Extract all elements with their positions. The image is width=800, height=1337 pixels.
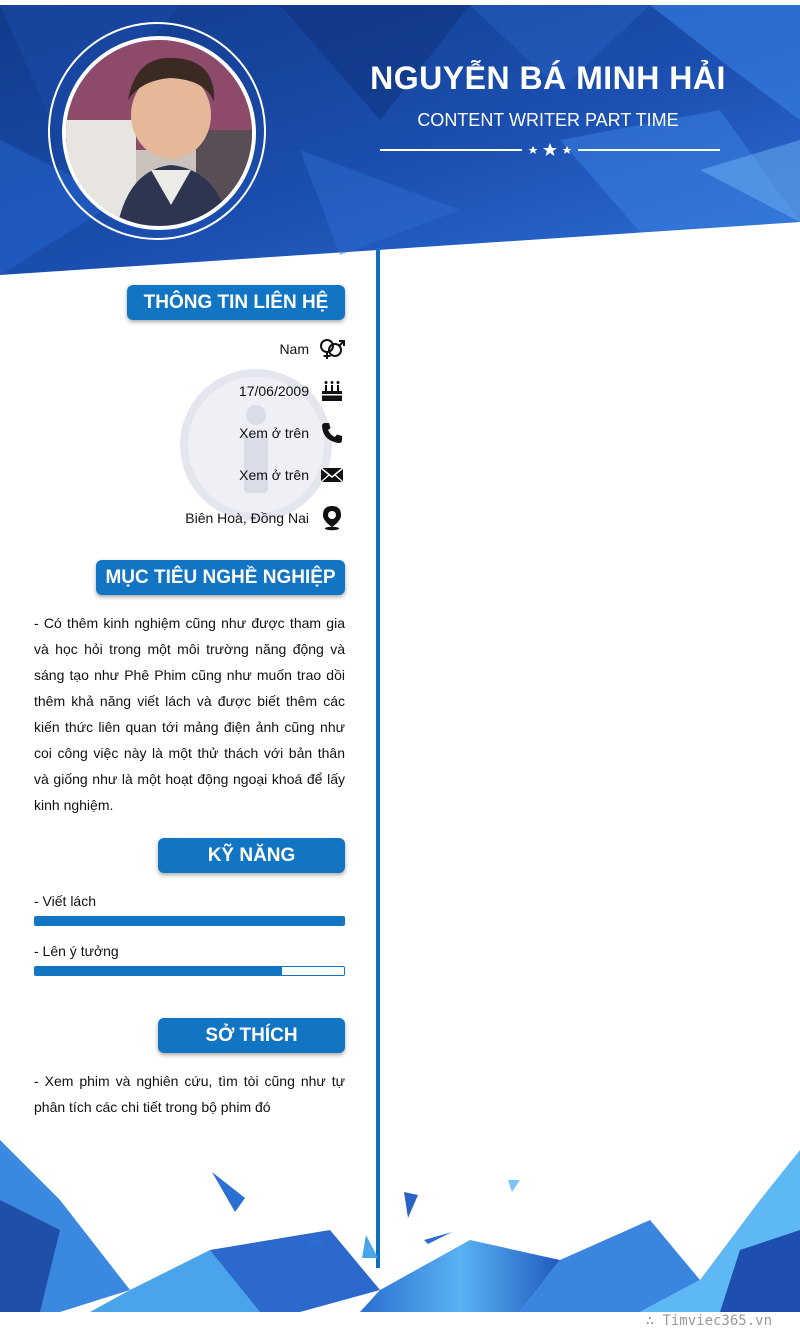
skill-fill-ideas	[35, 967, 282, 975]
site-watermark: ∴ Timviec365.vn	[645, 1313, 772, 1329]
candidate-name: NGUYỄN BÁ MINH HẢI	[370, 60, 726, 96]
section-title-contact: THÔNG TIN LIÊN HỆ	[127, 285, 345, 320]
section-title-hobbies: SỞ THÍCH	[158, 1018, 345, 1053]
column-divider	[376, 248, 380, 1268]
objective-text: - Có thêm kinh nghiệm cũng như được tham gia và học hỏi trong một môi trường năng động và sáng tạo như Phê Phim cũng như muốn trao dồi thêm khả năng viết lách và được biết thêm các kiến thức liên quan tới mảng điện ảnh cũng như coi công việc này là một thử thách với bản thân và giống như là một hoạt động ngoại khoá để lấy kinh nghiệm.	[34, 615, 345, 813]
section-title-skills: KỸ NĂNG	[158, 838, 345, 873]
skill-bar-ideas	[34, 966, 345, 976]
contact-email-text: Xem ở trên	[239, 467, 309, 483]
skill-label-writing: - Viết lách	[34, 893, 96, 909]
decorative-stars-divider	[380, 140, 720, 160]
contact-phone-text: Xem ở trên	[239, 425, 309, 441]
contact-item-birthday	[239, 376, 345, 406]
footer-crystal-decoration	[0, 1140, 800, 1312]
phone-icon	[319, 420, 345, 446]
skill-label-ideas: - Lên ý tưởng	[34, 943, 119, 959]
email-icon	[319, 462, 345, 488]
gender-icon	[319, 336, 345, 362]
contact-birthday-text: 17/06/2009	[238, 383, 309, 399]
job-title: CONTENT WRITER PART TIME	[417, 110, 679, 130]
contact-item-address	[185, 503, 345, 533]
contact-item-email	[239, 460, 345, 490]
skill-bar-writing	[34, 916, 345, 926]
contact-item-phone	[239, 418, 345, 448]
avatar-image	[66, 40, 256, 230]
section-title-objective: MỤC TIÊU NGHỀ NGHIỆP	[96, 560, 345, 595]
contact-address-text: Biên Hoà, Đồng Nai	[185, 510, 309, 526]
contact-gender-text: Nam	[279, 341, 309, 357]
location-pin-icon	[319, 505, 345, 531]
contact-item-gender	[279, 334, 345, 364]
skill-fill-writing	[35, 917, 344, 925]
birthday-cake-icon	[319, 378, 345, 404]
hobbies-text: - Xem phim và nghiên cứu, tìm tòi cũng như tự phân tích các chi tiết trong bộ phim đó	[34, 1073, 345, 1115]
avatar	[62, 36, 256, 230]
